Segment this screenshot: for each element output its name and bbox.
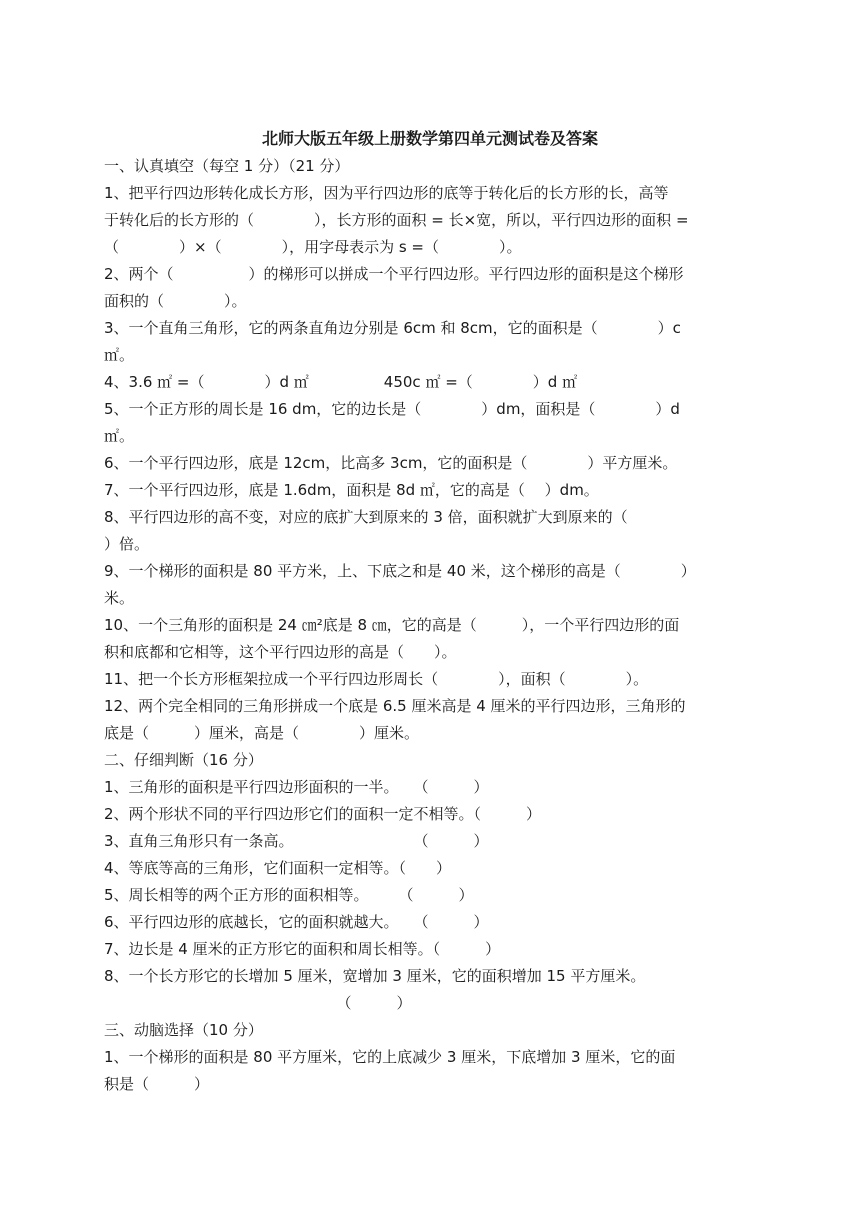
text-line: 5、一个正方形的周长是 16 dm，它的边长是（ ）dm，面积是（ ）d [104, 400, 680, 418]
text-line: 10、一个三角形的面积是 24 ㎝²底是 8 ㎝，它的高是（ ），一个平行四边形的面 [104, 616, 680, 634]
text-line: 三、动脑选择（10 分） [104, 1021, 263, 1039]
text-line: 二、仔细判断（16 分） [104, 751, 263, 769]
text-line: 11、把一个长方形框架拉成一个平行四边形周长（ ），面积（ ）。 [104, 670, 649, 688]
text-line: 8、平行四边形的高不变，对应的底扩大到原来的 3 倍，面积就扩大到原来的（ [104, 508, 628, 526]
text-line: 积和底都和它相等，这个平行四边形的高是（ ）。 [104, 643, 457, 661]
text-line: 5、周长相等的两个正方形的面积相等。 （ ） [104, 886, 474, 904]
text-line: 1、一个梯形的面积是 80 平方厘米，它的上底减少 3 厘米，下底增加 3 厘米，它的面 [104, 1048, 676, 1066]
text-line: （ ） [104, 994, 412, 1012]
document-title: 北师大版五年级上册数学第四单元测试卷及答案 [261, 129, 598, 148]
text-line: 2、两个（ ）的梯形可以拼成一个平行四边形。平行四边形的面积是这个梯形 [104, 265, 684, 283]
text-line: 积是（ ） [104, 1075, 210, 1093]
text-line: 3、一个直角三角形，它的两条直角边分别是 6cm 和 8cm，它的面积是（ ）c [104, 319, 681, 337]
text-line: 4、3.6 ㎡ =（ ）d ㎡ 450c ㎡ =（ ）d ㎡ [104, 373, 578, 391]
text-line: 1、三角形的面积是平行四边形面积的一半。 （ ） [104, 778, 489, 796]
text-line: 1、把平行四边形转化成长方形，因为平行四边形的底等于转化后的长方形的长，高等 [104, 184, 669, 202]
text-line: （ ）×（ ），用字母表示为 s =（ ）。 [104, 238, 522, 256]
text-line: 9、一个梯形的面积是 80 平方米，上、下底之和是 40 米，这个梯形的高是（ ） [104, 562, 696, 580]
text-line: ㎡。 [104, 346, 135, 364]
text-line: 面积的（ ）。 [104, 292, 247, 310]
text-line: 6、平行四边形的底越长，它的面积就越大。 （ ） [104, 913, 489, 931]
text-line: 2、两个形状不同的平行四边形它们的面积一定不相等。（ ） [104, 805, 542, 823]
text-line: 7、一个平行四边形，底是 1.6dm，面积是 8d ㎡，它的高是（ ）dm。 [104, 481, 599, 499]
text-line: 4、等底等高的三角形，它们面积一定相等。（ ） [104, 859, 452, 877]
text-line: 6、一个平行四边形，底是 12cm，比高多 3cm，它的面积是（ ）平方厘米。 [104, 454, 678, 472]
text-line: 于转化后的长方形的（ ），长方形的面积 = 长×宽，所以，平行四边形的面积 = [104, 211, 689, 229]
text-line: ）倍。 [104, 535, 150, 553]
text-line: 底是（ ）厘米，高是（ ）厘米。 [104, 724, 420, 742]
text-line: 7、边长是 4 厘米的正方形它的面积和周长相等。（ ） [104, 940, 501, 958]
text-line: ㎡。 [104, 427, 135, 445]
text-line: 3、直角三角形只有一条高。 （ ） [104, 832, 489, 850]
text-line: 12、两个完全相同的三角形拼成一个底是 6.5 厘米高是 4 厘米的平行四边形，三角形的 [104, 697, 686, 715]
text-line: 8、一个长方形它的长增加 5 厘米，宽增加 3 厘米，它的面积增加 15 平方厘米。 [104, 967, 646, 985]
text-line: 米。 [104, 589, 135, 607]
text-line: 一、认真填空（每空 1 分）（21 分） [104, 157, 350, 175]
